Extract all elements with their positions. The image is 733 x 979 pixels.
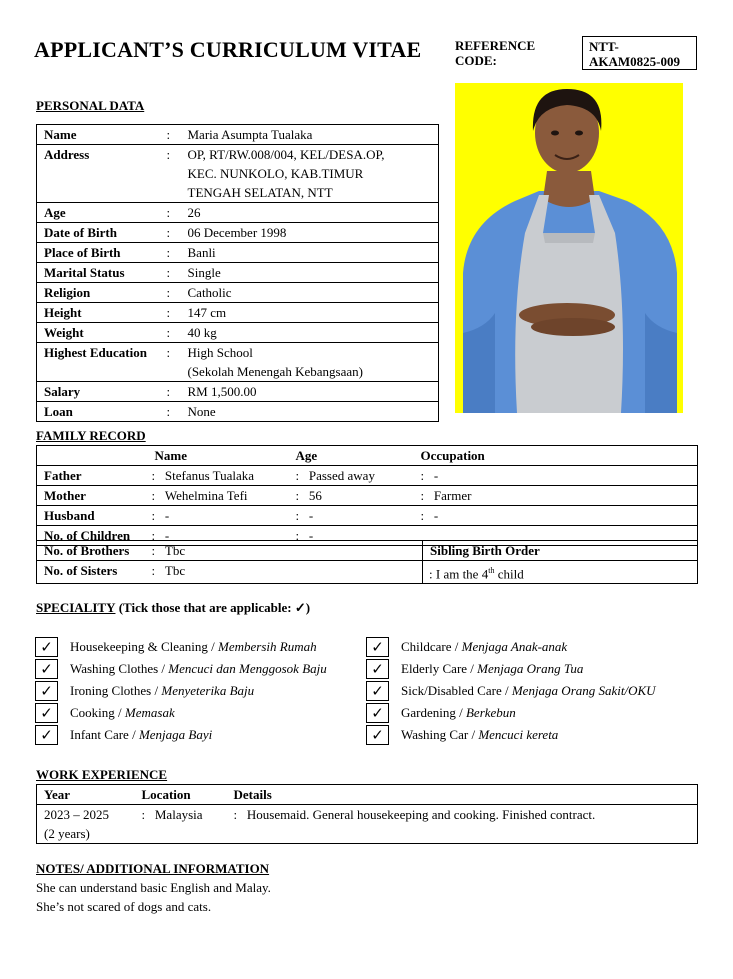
applicant-photo-illustration [455, 83, 683, 413]
personal-value: 26 [181, 203, 439, 223]
personal-value: 06 December 1998 [181, 223, 439, 243]
personal-value: 147 cm [181, 303, 439, 323]
speciality-label: Elderly Care / Menjaga Orang Tua [401, 661, 584, 676]
personal-row [37, 125, 439, 145]
personal-label: Highest Education [37, 343, 167, 382]
personal-label: Weight [37, 323, 167, 343]
colon: : [167, 145, 181, 203]
personal-row [37, 343, 439, 382]
colon: : [233, 807, 238, 822]
colon: : [167, 382, 181, 402]
personal-row [37, 243, 439, 263]
personal-row [37, 145, 439, 203]
speciality-item [366, 724, 558, 746]
sisters-row [37, 561, 698, 584]
colon: : [167, 402, 181, 422]
personal-value: 40 kg [181, 323, 439, 343]
family-row [37, 466, 698, 486]
family-relation: Husband [44, 508, 95, 523]
colon: : [151, 543, 156, 558]
colon: : [167, 323, 181, 343]
personal-row [37, 283, 439, 303]
personal-label: Name [37, 125, 167, 145]
tick-checkbox[interactable]: ✓ [35, 659, 58, 679]
speciality-item [35, 680, 254, 702]
family-relation: No. of Children [44, 528, 131, 543]
family-record-table [36, 445, 698, 546]
personal-value: Catholic [181, 283, 439, 303]
family-col-age: Age [295, 448, 318, 463]
family-relation: Father [44, 468, 82, 483]
family-name: : - [151, 528, 170, 543]
notes-line: She’s not scared of dogs and cats. [36, 899, 212, 914]
personal-row [37, 203, 439, 223]
personal-label: Height [37, 303, 167, 323]
work-header-row [37, 785, 698, 805]
brothers-label: No. of Brothers [44, 543, 130, 558]
speciality-item [35, 636, 317, 658]
speciality-label: Cooking / Memasak [70, 705, 175, 720]
personal-value: Maria Asumpta Tualaka [181, 125, 439, 145]
speciality-item [35, 724, 212, 746]
family-name: : - [151, 508, 170, 523]
family-name: : Stefanus Tualaka [151, 468, 255, 483]
speciality-item [366, 702, 516, 724]
speciality-label: Sick/Disabled Care / Menjaga Orang Sakit/OKU [401, 683, 656, 698]
notes-line: She can understand basic English and Malay. [36, 880, 271, 895]
work-row [37, 805, 698, 844]
family-row [37, 486, 698, 506]
notes-body [36, 878, 271, 916]
speciality-label: Infant Care / Menjaga Bayi [70, 727, 213, 742]
family-age: : - [295, 528, 314, 543]
personal-value: Single [181, 263, 439, 283]
work-experience-table [36, 784, 698, 844]
work-details: Housemaid. General housekeeping and cooking. Finished contract. [246, 807, 596, 822]
reference-label: REFERENCE CODE: [455, 38, 536, 68]
personal-value: High School (Sekolah Menengah Kebangsaan) [181, 343, 439, 382]
work-col-details: Details [233, 787, 272, 802]
sisters-label: No. of Sisters [44, 563, 118, 578]
tick-checkbox[interactable]: ✓ [366, 637, 389, 657]
colon: : [167, 343, 181, 382]
siblings-table [36, 540, 698, 584]
sisters-value: Tbc [164, 563, 186, 578]
tick-checkbox[interactable]: ✓ [366, 703, 389, 723]
personal-label: Religion [37, 283, 167, 303]
birth-order-value: : I am the 4th child [423, 561, 698, 584]
page-title: APPLICANT’S CURRICULUM VITAE [34, 37, 422, 62]
colon: : [167, 203, 181, 223]
colon: : [167, 303, 181, 323]
birth-order-label: Sibling Birth Order [423, 541, 698, 561]
family-relation: Mother [44, 488, 86, 503]
work-duration: (2 years) [44, 826, 90, 841]
personal-value: RM 1,500.00 [181, 382, 439, 402]
speciality-label: Childcare / Menjaga Anak-anak [401, 639, 568, 654]
personal-data-table [36, 124, 439, 422]
colon: : [167, 263, 181, 283]
speciality-label: Washing Clothes / Mencuci dan Menggosok Baju [70, 661, 327, 676]
personal-label: Marital Status [37, 263, 167, 283]
colon: : [151, 563, 156, 578]
speciality-item [366, 636, 567, 658]
family-occupation: : Farmer [420, 488, 472, 503]
speciality-label: Gardening / Berkebun [401, 705, 516, 720]
tick-checkbox[interactable]: ✓ [366, 659, 389, 679]
reference-code: NTT- AKAM0825-009 [582, 36, 697, 70]
family-row [37, 506, 698, 526]
family-age: : - [295, 508, 314, 523]
family-header-row [37, 446, 698, 466]
tick-checkbox[interactable]: ✓ [35, 637, 58, 657]
brothers-value: Tbc [164, 543, 186, 558]
personal-label: Age [37, 203, 167, 223]
applicant-photo [455, 83, 683, 413]
speciality-item [35, 702, 175, 724]
personal-label: Place of Birth [37, 243, 167, 263]
family-record-heading: FAMILY RECORD [36, 428, 146, 443]
work-year: 2023 – 2025 [44, 807, 109, 822]
tick-checkbox[interactable]: ✓ [366, 681, 389, 701]
tick-checkbox[interactable]: ✓ [366, 725, 389, 745]
tick-checkbox[interactable]: ✓ [35, 703, 58, 723]
work-col-year: Year [44, 787, 70, 802]
personal-label: Salary [37, 382, 167, 402]
colon: : [167, 125, 181, 145]
family-occupation: : - [420, 468, 439, 483]
tick-checkbox[interactable]: ✓ [35, 681, 58, 701]
personal-row [37, 402, 439, 422]
speciality-item [35, 658, 327, 680]
work-col-location: Location [141, 787, 191, 802]
personal-value: OP, RT/RW.008/004, KEL/DESA.OP, KEC. NUNKOLO, KAB.TIMUR TENGAH SELATAN, NTT [181, 145, 439, 203]
speciality-label: Housekeeping & Cleaning / Membersih Rumah [70, 639, 317, 654]
family-age: : Passed away [295, 468, 375, 483]
tick-checkbox[interactable]: ✓ [35, 725, 58, 745]
family-occupation: : - [420, 508, 439, 523]
personal-row [37, 382, 439, 402]
speciality-item [366, 658, 583, 680]
family-age: : 56 [295, 488, 322, 503]
colon: : [167, 223, 181, 243]
speciality-label: Washing Car / Mencuci kereta [401, 727, 559, 742]
personal-row [37, 223, 439, 243]
family-col-name: Name [154, 448, 187, 463]
personal-row [37, 323, 439, 343]
personal-value: None [181, 402, 439, 422]
colon: : [167, 243, 181, 263]
personal-label: Loan [37, 402, 167, 422]
colon: : [141, 807, 146, 822]
personal-label: Address [37, 145, 167, 203]
personal-value: Banli [181, 243, 439, 263]
speciality-item [366, 680, 656, 702]
personal-label: Date of Birth [37, 223, 167, 243]
speciality-label: Ironing Clothes / Menyeterika Baju [70, 683, 255, 698]
personal-row [37, 263, 439, 283]
colon: : [167, 283, 181, 303]
speciality-heading: SPECIALITY (Tick those that are applicable: ✓) [36, 600, 311, 615]
family-name: : Wehelmina Tefi [151, 488, 248, 503]
work-location: Malaysia [154, 807, 203, 822]
brothers-row [37, 541, 698, 561]
personal-data-heading: PERSONAL DATA [36, 98, 145, 113]
personal-row [37, 303, 439, 323]
work-experience-heading: WORK EXPERIENCE [36, 767, 168, 782]
notes-heading: NOTES/ ADDITIONAL INFORMATION [36, 861, 270, 876]
family-col-occupation: Occupation [420, 448, 485, 463]
